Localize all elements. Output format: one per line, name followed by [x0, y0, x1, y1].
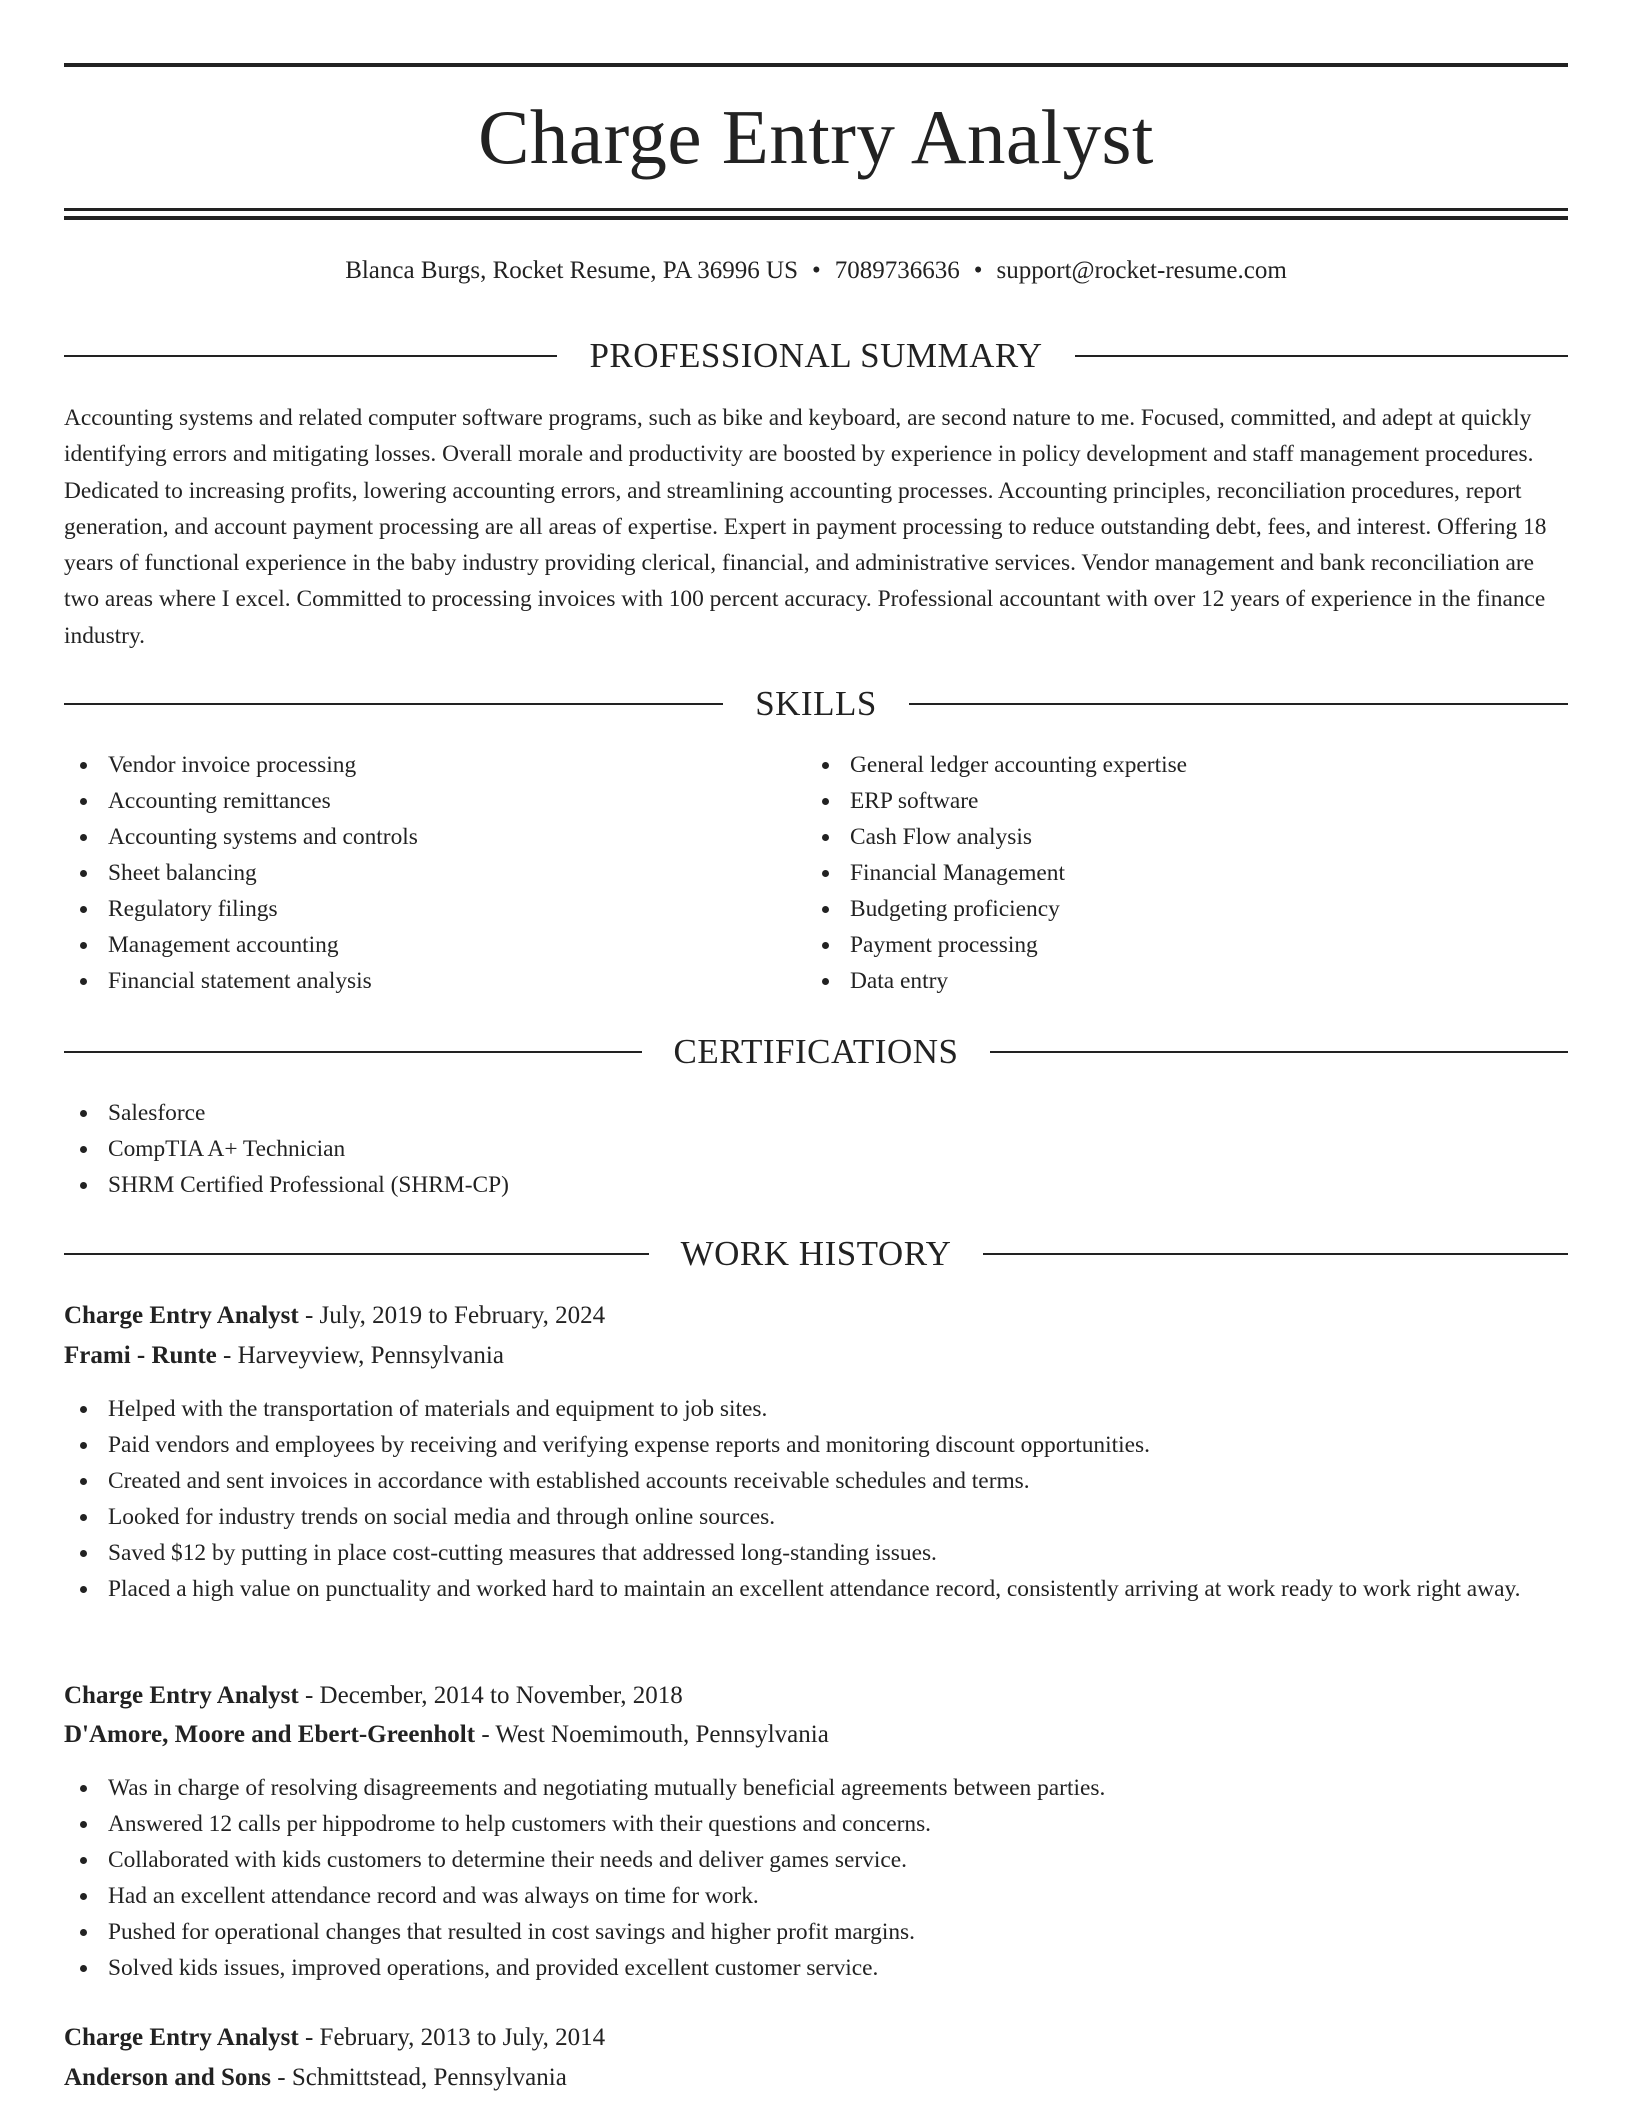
section-header-summary: [64, 334, 1568, 378]
certifications-list: [64, 1095, 1568, 1203]
job-location: - West Noemimouth, Pennsylvania: [475, 1721, 829, 1748]
contact-email: support@rocket-resume.com: [996, 257, 1287, 284]
section-header-certifications: [64, 1030, 1568, 1074]
job-company-line: [64, 2060, 1568, 2096]
section-divider-line: [64, 703, 723, 705]
summary-text: Accounting systems and related computer software programs, such as bike and keyboard, are second nature to me. Focused, committed, and adept at quickly identifying errors and mitigating losses. Overall morale and productivity are boosted by experience in policy development and staff management procedures. Dedicated to increasing profits, lowering accounting errors, and streamlining accounting processes. Accounting principles, reconciliation procedures, report generation, and account payment processing are all areas of expertise. Expert in payment processing to reduce outstanding debt, fees, and interest. Offering 18 years of functional experience in the baby industry providing clerical, financial, and administrative services. Vendor management and bank reconciliation are two areas where I excel. Committed to processing invoices with 100 percent accuracy. Professional accountant with over 12 years of experience in the finance industry.: [64, 405, 1547, 649]
job-duties-list: [64, 1770, 1568, 1986]
job-duty-item: Saved $12 by putting in place cost-cutting measures that addressed long-standing issues.: [64, 1535, 1568, 1571]
job-title-line: [64, 2020, 1568, 2056]
certification-item: SHRM Certified Professional (SHRM-CP): [64, 1167, 1568, 1203]
section-divider-line: [64, 1051, 642, 1053]
skills-list-left: [64, 747, 764, 999]
skill-item: Financial Management: [806, 855, 1566, 891]
job-duty-item: Solved kids issues, improved operations, and provided excellent customer service.: [64, 1950, 1568, 1986]
skill-item: General ledger accounting expertise: [806, 747, 1566, 783]
header-double-rule-upper: [64, 208, 1568, 211]
job-dates: - December, 2014 to November, 2018: [298, 1682, 683, 1709]
job-duty-item: Created and sent invoices in accordance with established accounts receivable schedules and terms.: [64, 1463, 1568, 1499]
skill-item: Management accounting: [64, 927, 764, 963]
job-company: D'Amore, Moore and Ebert-Greenholt: [64, 1721, 476, 1748]
skill-item: Accounting remittances: [64, 783, 764, 819]
certification-item: Salesforce: [64, 1095, 1568, 1131]
certification-item: CompTIA A+ Technician: [64, 1131, 1568, 1167]
resume-title: Charge Entry Analyst: [478, 94, 1154, 180]
skill-item: ERP software: [806, 783, 1566, 819]
section-divider-line: [64, 355, 557, 357]
job-duty-item: Paid vendors and employees by receiving and verifying expense reports and monitoring discount opportunities.: [64, 1427, 1568, 1463]
contact-line: [64, 254, 1568, 288]
skills-list-right: [806, 747, 1566, 999]
skill-item: Payment processing: [806, 927, 1566, 963]
job-dates: - February, 2013 to July, 2014: [298, 2024, 606, 2051]
contact-address: Blanca Burgs, Rocket Resume, PA 36996 US: [345, 257, 798, 284]
job-location: - Harveyview, Pennsylvania: [216, 1342, 504, 1369]
section-title-work-history: WORK HISTORY: [680, 1234, 952, 1273]
contact-separator: •: [973, 257, 983, 284]
job-role: Charge Entry Analyst: [64, 1682, 299, 1709]
section-title-certifications: CERTIFICATIONS: [673, 1032, 959, 1071]
contact-phone: 7089736636: [834, 257, 960, 284]
job-company: Anderson and Sons: [64, 2064, 272, 2091]
section-divider-line: [909, 703, 1568, 705]
skill-item: Financial statement analysis: [64, 963, 764, 999]
job-company-line: [64, 1338, 1568, 1374]
section-title-summary: PROFESSIONAL SUMMARY: [589, 336, 1043, 375]
job-duty-item: Pushed for operational changes that resulted in cost savings and higher profit margins.: [64, 1914, 1568, 1950]
job-role: Charge Entry Analyst: [64, 1302, 299, 1329]
job-duty-item: Was in charge of resolving disagreements and negotiating mutually beneficial agreements between parties.: [64, 1770, 1568, 1806]
job-location: - Schmittstead, Pennsylvania: [271, 2064, 567, 2091]
job-duties-list: [64, 1391, 1568, 1607]
skill-item: Sheet balancing: [64, 855, 764, 891]
skill-item: Cash Flow analysis: [806, 819, 1566, 855]
section-divider-line: [983, 1253, 1568, 1255]
job-duty-item: Collaborated with kids customers to determine their needs and deliver games service.: [64, 1842, 1568, 1878]
job-duty-item: Had an excellent attendance record and was always on time for work.: [64, 1878, 1568, 1914]
skill-item: Vendor invoice processing: [64, 747, 764, 783]
job-company: Frami - Runte: [64, 1342, 217, 1369]
job-duty-item: Looked for industry trends on social media and through online sources.: [64, 1499, 1568, 1535]
job-role: Charge Entry Analyst: [64, 2024, 299, 2051]
job-dates: - July, 2019 to February, 2024: [298, 1302, 606, 1329]
contact-separator: •: [811, 257, 821, 284]
section-divider-line: [990, 1051, 1568, 1053]
job-duty-item: Answered 12 calls per hippodrome to help customers with their questions and concerns.: [64, 1806, 1568, 1842]
header-double-rule-lower: [64, 216, 1568, 220]
section-header-skills: [64, 682, 1568, 726]
job-duty-item: Placed a high value on punctuality and worked hard to maintain an excellent attendance record, consistently arriving at work ready to work right away.: [64, 1571, 1568, 1607]
skill-item: Accounting systems and controls: [64, 819, 764, 855]
job-company-line: [64, 1717, 1568, 1753]
job-title-line: [64, 1678, 1568, 1714]
skill-item: Data entry: [806, 963, 1566, 999]
header-top-rule: [64, 63, 1568, 67]
section-header-work-history: [64, 1232, 1568, 1276]
skill-item: Budgeting proficiency: [806, 891, 1566, 927]
job-title-line: [64, 1298, 1568, 1334]
skill-item: Regulatory filings: [64, 891, 764, 927]
section-title-skills: SKILLS: [755, 684, 877, 723]
section-divider-line: [1075, 355, 1568, 357]
job-duty-item: Helped with the transportation of materials and equipment to job sites.: [64, 1391, 1568, 1427]
section-divider-line: [64, 1253, 649, 1255]
